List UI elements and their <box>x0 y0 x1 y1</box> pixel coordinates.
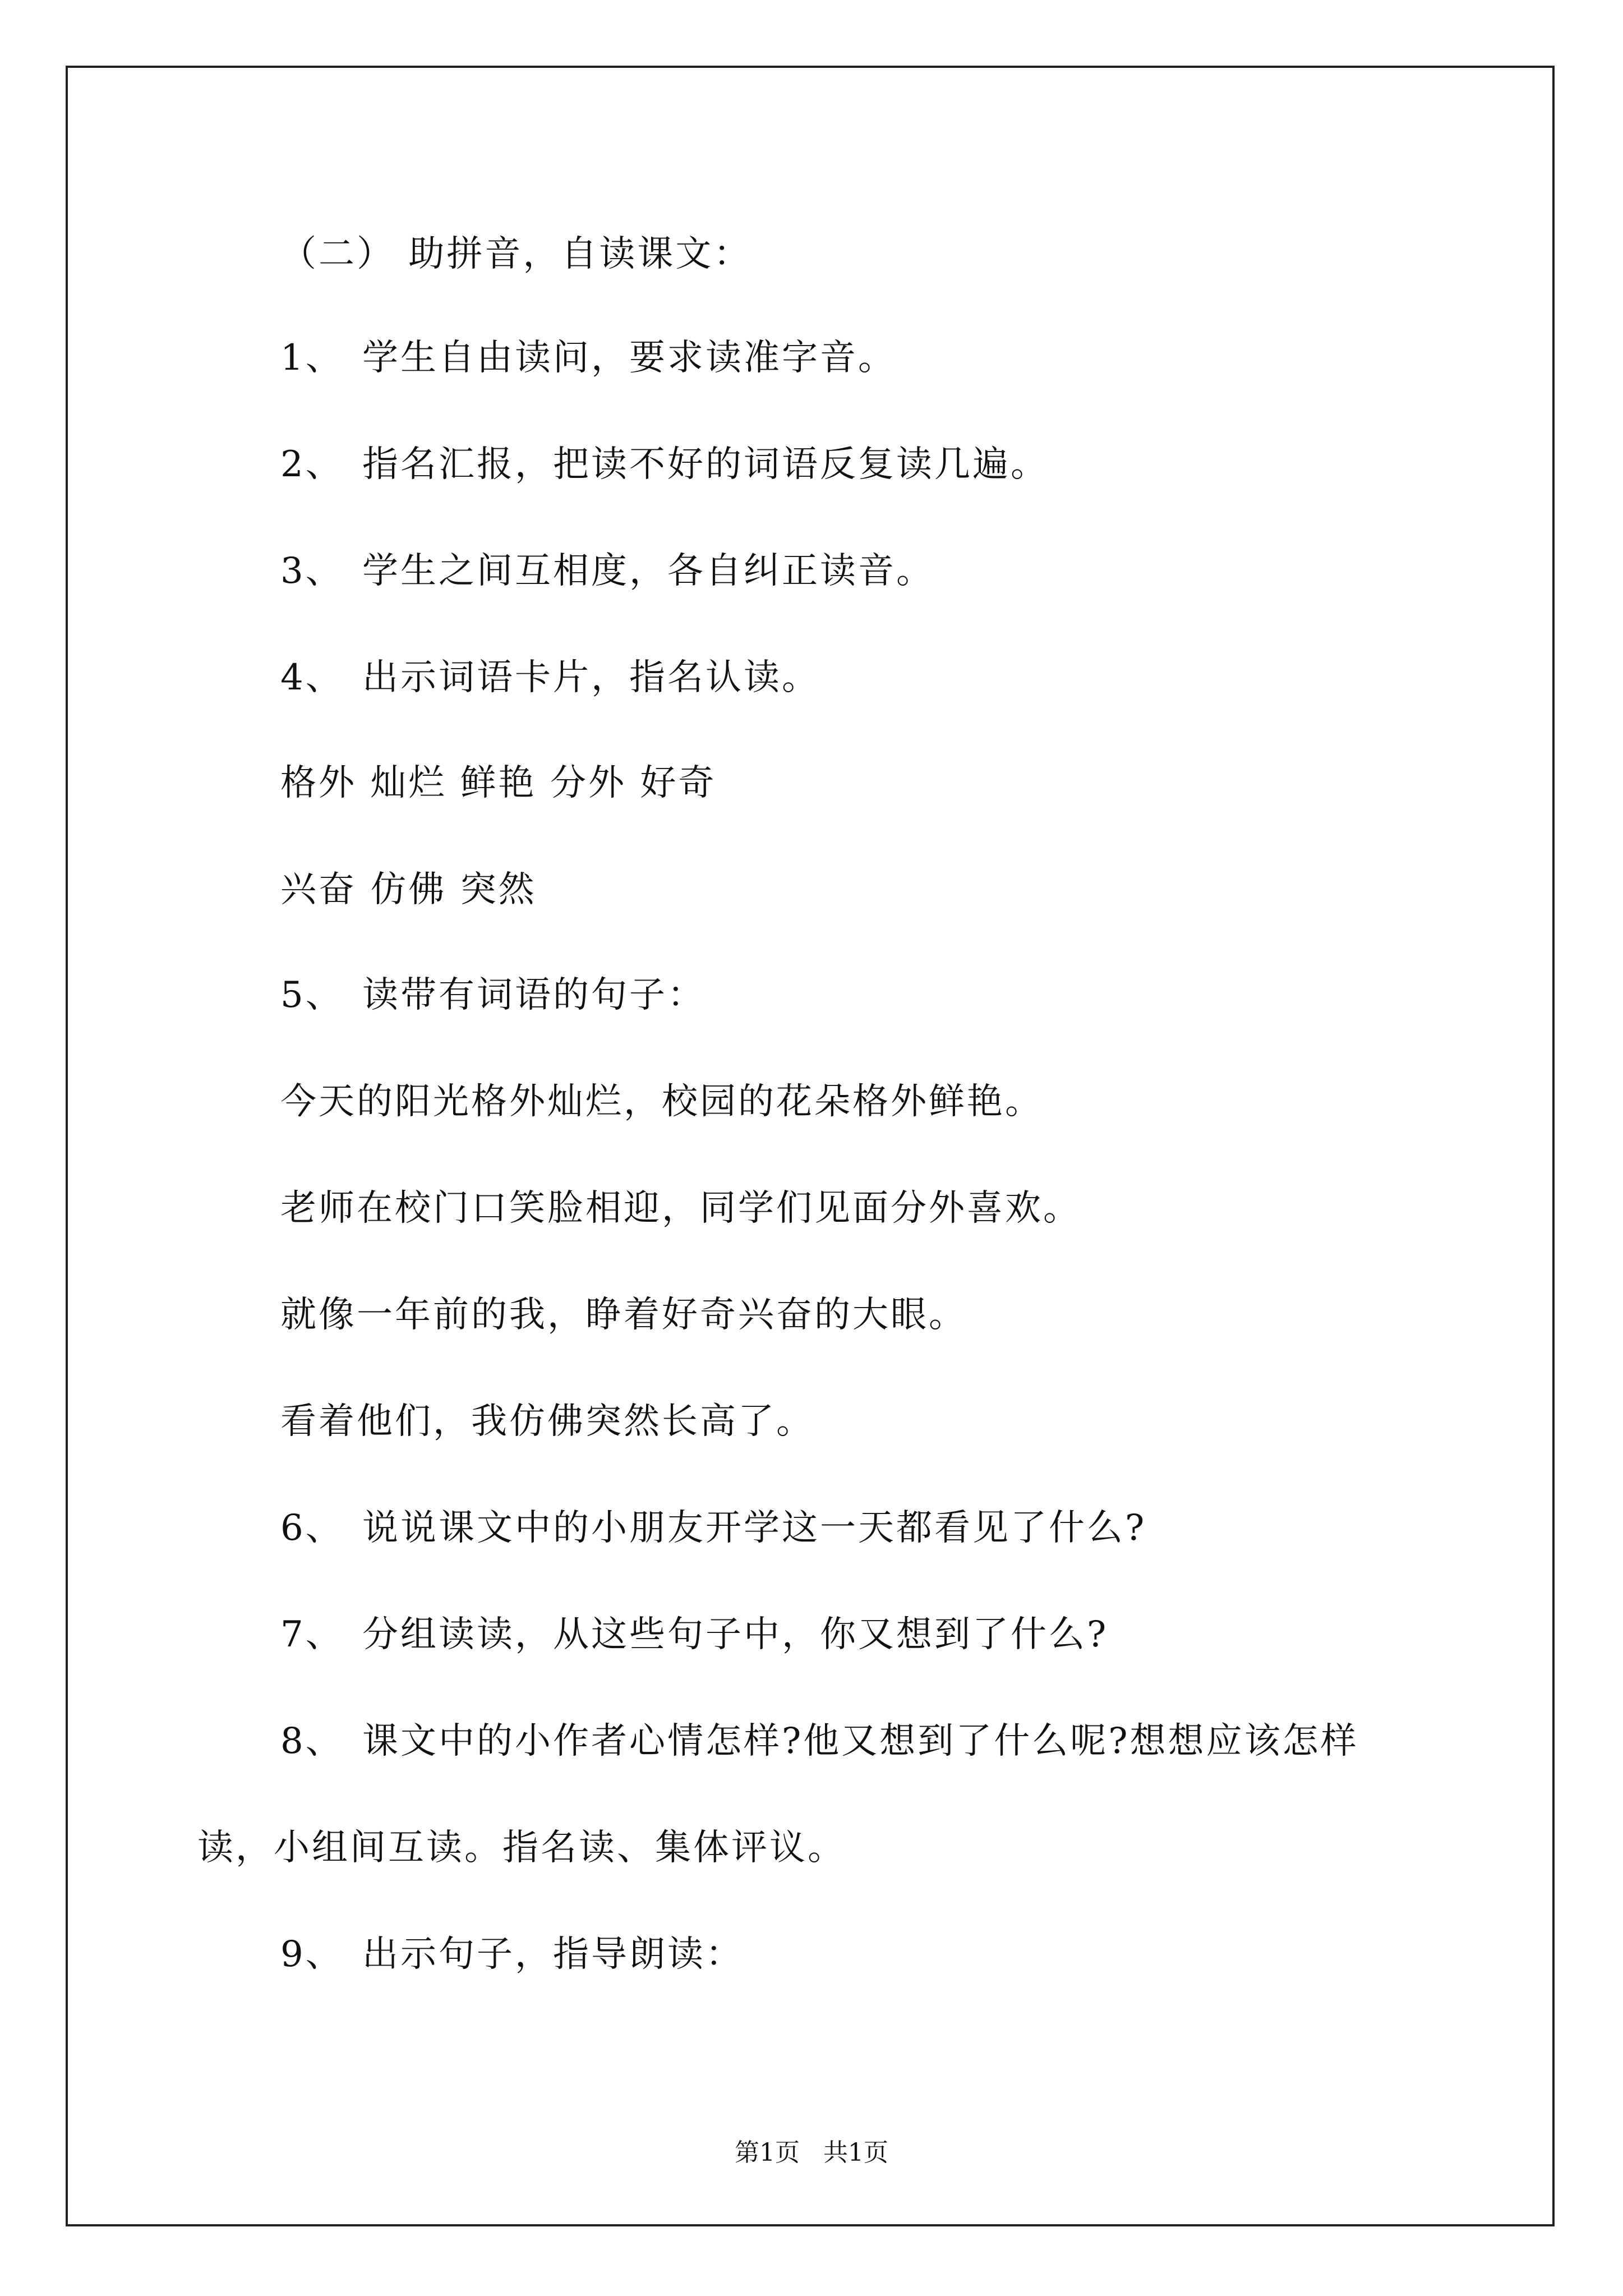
line-text: 分组读读，从这些句子中，你又想到了什么? <box>362 1614 1109 1655</box>
item-number: 2、 <box>280 444 344 485</box>
list-item <box>280 973 706 1018</box>
list-item <box>280 1719 1359 1764</box>
line-text: 学生自由读问，要求读准字音。 <box>362 337 896 379</box>
example-sentence <box>280 1399 814 1444</box>
line-text: 格外 灿烂 鲜艳 分外 好奇 <box>280 762 717 804</box>
line-text: （二） 助拼音，自读课文： <box>280 233 752 275</box>
section-heading <box>280 232 751 277</box>
line-text: 就像一年前的我，睁着好奇兴奋的大眼。 <box>280 1294 967 1336</box>
word-list <box>280 867 537 912</box>
list-item <box>280 1612 1108 1657</box>
item-number: 8、 <box>280 1720 344 1762</box>
list-item <box>280 549 934 593</box>
line-text: 读带有词语的句子： <box>362 974 706 1016</box>
example-sentence <box>280 1292 967 1337</box>
line-text: 兴奋 仿佛 突然 <box>280 869 537 910</box>
list-item <box>280 655 820 700</box>
list-item <box>280 1506 1146 1550</box>
line-text: 出示句子，指导朗读： <box>362 1934 744 1975</box>
item-number: 4、 <box>280 657 344 698</box>
line-text: 说说课文中的小朋友开学这一天都看见了什么? <box>362 1507 1147 1549</box>
list-item-continuation <box>197 1825 846 1870</box>
line-text: 看着他们，我仿佛突然长高了。 <box>280 1401 814 1442</box>
line-text: 出示词语卡片，指名认读。 <box>362 657 820 698</box>
item-number: 3、 <box>280 550 344 592</box>
line-text: 课文中的小作者心情怎样?他又想到了什么呢?想想应该怎样 <box>362 1720 1359 1762</box>
line-text: 指名汇报，把读不好的词语反复读几遍。 <box>362 444 1049 485</box>
item-number: 1、 <box>280 337 344 379</box>
word-list <box>280 761 716 806</box>
list-item <box>280 335 896 380</box>
item-number: 7、 <box>280 1614 344 1655</box>
item-number: 6、 <box>280 1507 344 1549</box>
example-sentence <box>280 1186 1081 1231</box>
line-text: 今天的阳光格外灿烂，校园的花朵格外鲜艳。 <box>280 1081 1043 1122</box>
item-number: 5、 <box>280 974 344 1016</box>
line-text: 老师在校门口笑脸相迎，同学们见面分外喜欢。 <box>280 1188 1081 1229</box>
line-text: 读，小组间互读。指名读、集体评议。 <box>197 1827 846 1869</box>
list-item <box>280 1932 744 1977</box>
line-text: 学生之间互相度，各自纠正读音。 <box>362 550 934 592</box>
page-border <box>66 66 1555 2226</box>
example-sentence <box>280 1079 1043 1124</box>
page-footer: 第1页 共1页 <box>735 2138 888 2167</box>
item-number: 9、 <box>280 1934 344 1975</box>
list-item <box>280 442 1049 487</box>
